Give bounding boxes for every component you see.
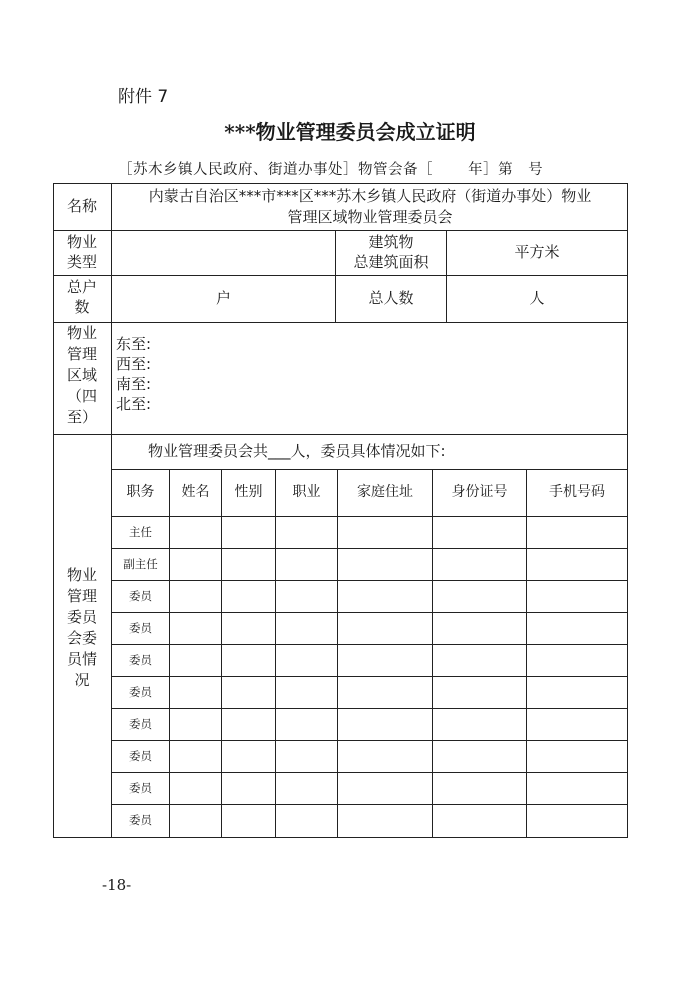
row-separator	[53, 230, 628, 231]
households-label: 数	[74, 298, 90, 316]
column-header: 姓名	[181, 484, 210, 500]
households-unit: 户	[215, 289, 231, 307]
row-separator	[53, 322, 628, 323]
committee-grid-line	[111, 708, 628, 709]
name-label: 名称	[66, 197, 97, 215]
committee-label: 况	[74, 671, 90, 689]
region-label: 管理	[66, 345, 97, 363]
committee-column-line	[432, 469, 433, 838]
certificate-form	[53, 183, 628, 838]
committee-summary: 物业管理委员会共___人，委员具体情况如下:	[148, 442, 446, 460]
committee-label: 会委	[66, 629, 97, 647]
region-label: 至）	[66, 408, 97, 426]
name-value-line2: 管理区域物业管理委员会	[287, 208, 453, 226]
population-label: 总人数	[368, 289, 414, 307]
page-number: -18-	[102, 876, 132, 894]
committee-column-line	[221, 469, 222, 838]
role-cell: 委员	[129, 621, 152, 635]
region-label: 物业	[66, 324, 97, 342]
role-cell: 委员	[129, 781, 152, 795]
role-cell: 委员	[129, 653, 152, 667]
role-cell: 主任	[129, 525, 152, 539]
column-header: 职务	[126, 484, 155, 500]
committee-grid-line	[111, 772, 628, 773]
population-unit: 人	[529, 289, 545, 307]
committee-label: 管理	[66, 587, 97, 605]
region-label: 区域	[66, 366, 97, 384]
building-area-label: 建筑物	[368, 233, 414, 251]
name-value-line1: 内蒙古自治区***市***区***苏木乡镇人民政府（街道办事处）物业	[148, 187, 592, 205]
column-header: 身份证号	[451, 484, 508, 500]
committee-label: 员情	[66, 650, 97, 668]
property-type-label: 物业	[66, 233, 97, 251]
role-cell: 委员	[129, 813, 152, 827]
region-bound-south: 南至:	[116, 375, 152, 393]
column-header: 性别	[234, 484, 263, 500]
committee-grid-line	[111, 676, 628, 677]
attachment-label: 附件 7	[118, 87, 169, 107]
committee-grid-line	[111, 580, 628, 581]
area-unit: 平方米	[514, 243, 560, 261]
committee-grid-line	[111, 469, 628, 470]
border-bottom	[53, 837, 628, 838]
role-cell: 副主任	[123, 557, 158, 571]
committee-column-line	[526, 469, 527, 838]
building-area-label: 总建筑面积	[353, 253, 429, 271]
column-header: 家庭住址	[357, 484, 413, 500]
row-separator	[53, 275, 628, 276]
region-bound-north: 北至:	[116, 395, 152, 413]
role-cell: 委员	[129, 717, 152, 731]
region-bound-west: 西至:	[116, 355, 152, 373]
committee-label: 物业	[66, 566, 97, 584]
role-cell: 委员	[129, 749, 152, 763]
committee-grid-line	[111, 740, 628, 741]
property-type-label: 类型	[66, 253, 97, 271]
region-label: （四	[66, 387, 97, 405]
committee-column-line	[275, 469, 276, 838]
region-bound-east: 东至:	[116, 335, 152, 353]
reference-line: ［苏木乡镇人民政府、街道办事处］物管会备［ 年］第 号	[118, 162, 544, 178]
households-label: 总户	[66, 278, 97, 296]
column-header: 职业	[292, 484, 321, 500]
committee-grid-line	[111, 612, 628, 613]
committee-grid-line	[111, 804, 628, 805]
document-title: ***物业管理委员会成立证明	[224, 120, 476, 144]
role-cell: 委员	[129, 685, 152, 699]
committee-column-line	[169, 469, 170, 838]
column-header: 手机号码	[549, 484, 605, 500]
committee-grid-line	[111, 548, 628, 549]
row-separator	[53, 434, 628, 435]
role-cell: 委员	[129, 589, 152, 603]
committee-label: 委员	[66, 608, 97, 626]
committee-column-line	[337, 469, 338, 838]
committee-grid-line	[111, 516, 628, 517]
border-top	[53, 183, 628, 184]
committee-grid-line	[111, 644, 628, 645]
